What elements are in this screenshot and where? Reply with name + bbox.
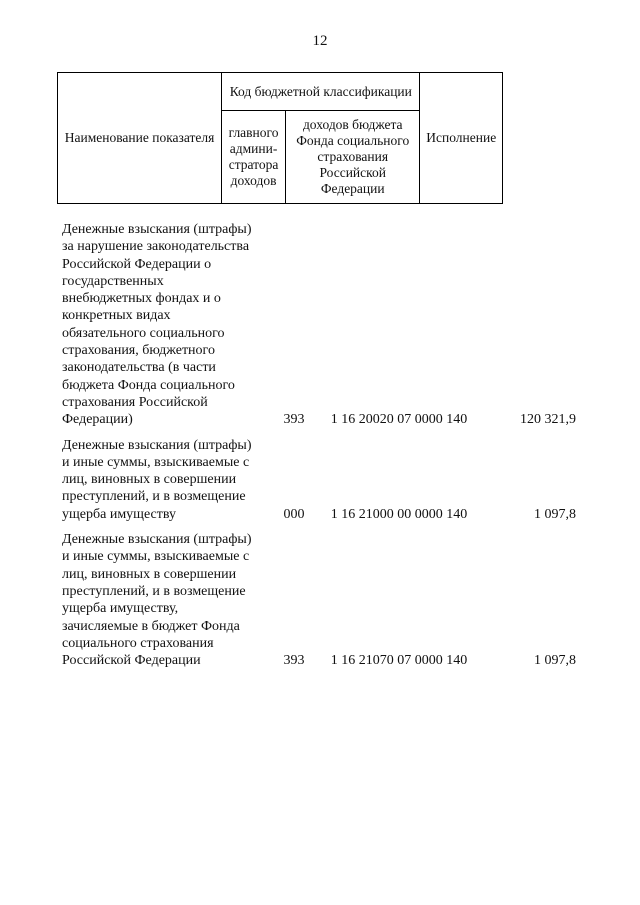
row-budget-code: 1 16 21000 00 0000 140 bbox=[330, 506, 468, 522]
row-admin-code: 393 bbox=[283, 412, 305, 428]
row-execution: 1 097,8 bbox=[534, 506, 576, 522]
header-name-column: Наименование показателя bbox=[58, 73, 222, 204]
table-header bbox=[57, 72, 503, 204]
row-name: Денежные взыскания (штрафы) и иные суммы, взыскиваемые с лиц, виновных в совершении преступлений, и в возмещение ущерба имуществу, зачисляемые в бюджет Фонда социального страхования Российской Федерации bbox=[62, 532, 252, 669]
table-row bbox=[62, 437, 582, 523]
row-name: Денежные взыскания (штрафы) и иные суммы, взыскиваемые с лиц, виновных в совершении преступлений, и в возмещение ущерба имуществу bbox=[62, 437, 252, 522]
page-number: 12 bbox=[312, 33, 328, 49]
row-budget-code: 1 16 21070 07 0000 140 bbox=[330, 653, 468, 669]
table-row bbox=[62, 221, 582, 429]
row-budget-code: 1 16 20020 07 0000 140 bbox=[330, 412, 468, 428]
row-execution: 120 321,9 bbox=[520, 412, 576, 428]
header-execution-column: Исполнение bbox=[420, 73, 503, 204]
row-name: Денежные взыскания (штрафы) за нарушение законодательства Российской Федерации о государственных внебюджетных фондах и о конкретных видах обязательного социального страхования, бюджетного законодательства (в части бюджета Фонда социального страхования Российской Федерации) bbox=[62, 222, 252, 428]
header-admin-column: главного админи-стратора доходов bbox=[222, 111, 286, 204]
row-execution: 1 097,8 bbox=[534, 653, 576, 669]
row-admin-code: 000 bbox=[283, 506, 305, 522]
header-classification-group: Код бюджетной классификации bbox=[222, 73, 420, 111]
table-body bbox=[62, 221, 582, 677]
table-row bbox=[62, 531, 582, 669]
row-admin-code: 393 bbox=[283, 653, 305, 669]
header-code-column: доходов бюджета Фонда социального страхования Российской Федерации bbox=[285, 111, 420, 204]
